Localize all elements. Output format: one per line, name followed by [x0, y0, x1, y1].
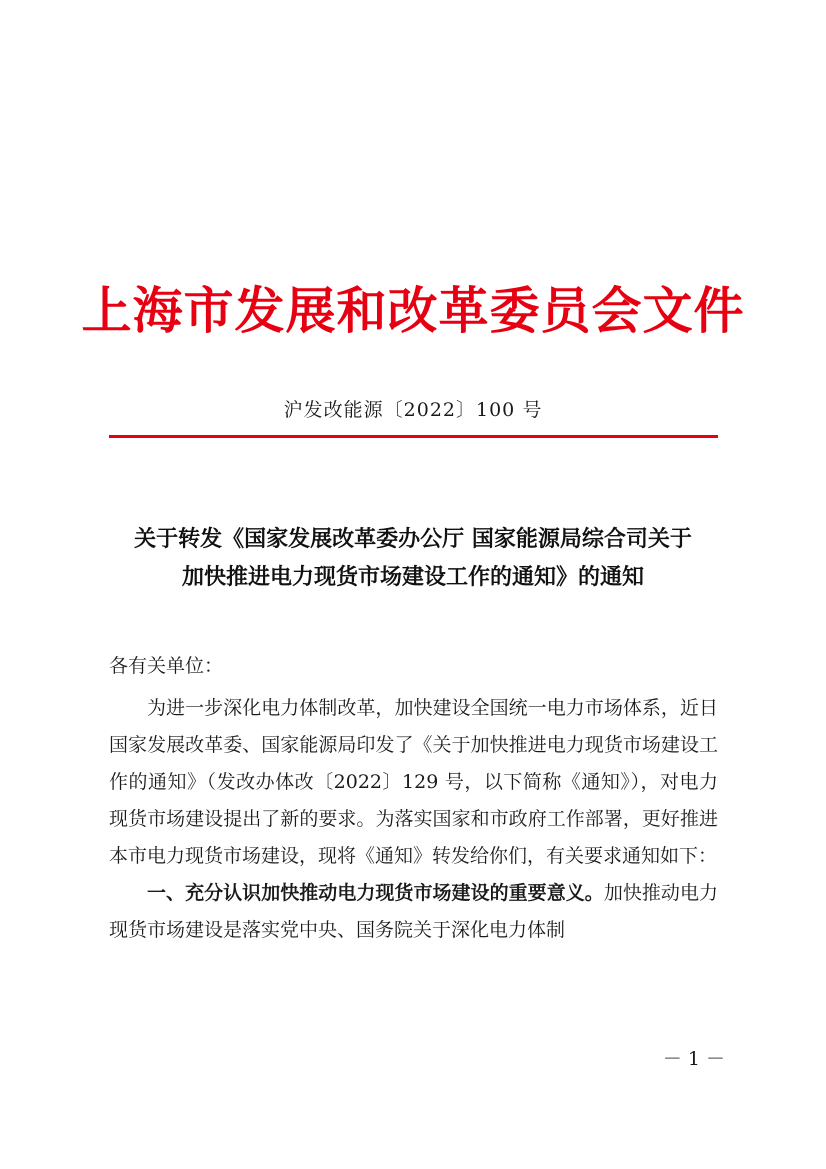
body-text	[109, 690, 718, 949]
page-number: － 1 －	[662, 1048, 725, 1070]
document-title	[95, 520, 731, 596]
issuing-organization-header: 上海市发展和改革委员会文件	[81, 281, 745, 340]
document-title-line-1: 关于转发《国家发展改革委办公厅 国家能源局综合司关于	[134, 526, 692, 552]
section-heading-1: 一、充分认识加快推动电力现货市场建设的重要意义。	[147, 882, 604, 904]
document-number: 沪发改能源〔2022〕100 号	[283, 399, 543, 421]
body-paragraph-2	[109, 875, 718, 949]
paragraph-1-text: 为进一步深化电力体制改革，加快建设全国统一电力市场体系，近日国家发展改革委、国家能源局印发了《关于加快推进电力现货市场建设工作的通知》（发改办体改〔2022〕129 号，以下简称《通知》），对电力现货市场建设提出了新的要求。为落实国家和市政府工作部署，更好推进本市电力现货市场建设，现将《通知》转发给你们，有关要求通知如下：	[109, 697, 718, 867]
paragraph-2-text: 加快推动电力现货市场建设是落实党中央、国务院关于深化电力体制	[109, 882, 718, 941]
document-title-line-2: 加快推进电力现货市场建设工作的通知》的通知	[181, 564, 644, 590]
salutation: 各有关单位：	[109, 655, 224, 677]
body-paragraph-1	[109, 690, 718, 875]
red-divider-line	[109, 435, 718, 438]
